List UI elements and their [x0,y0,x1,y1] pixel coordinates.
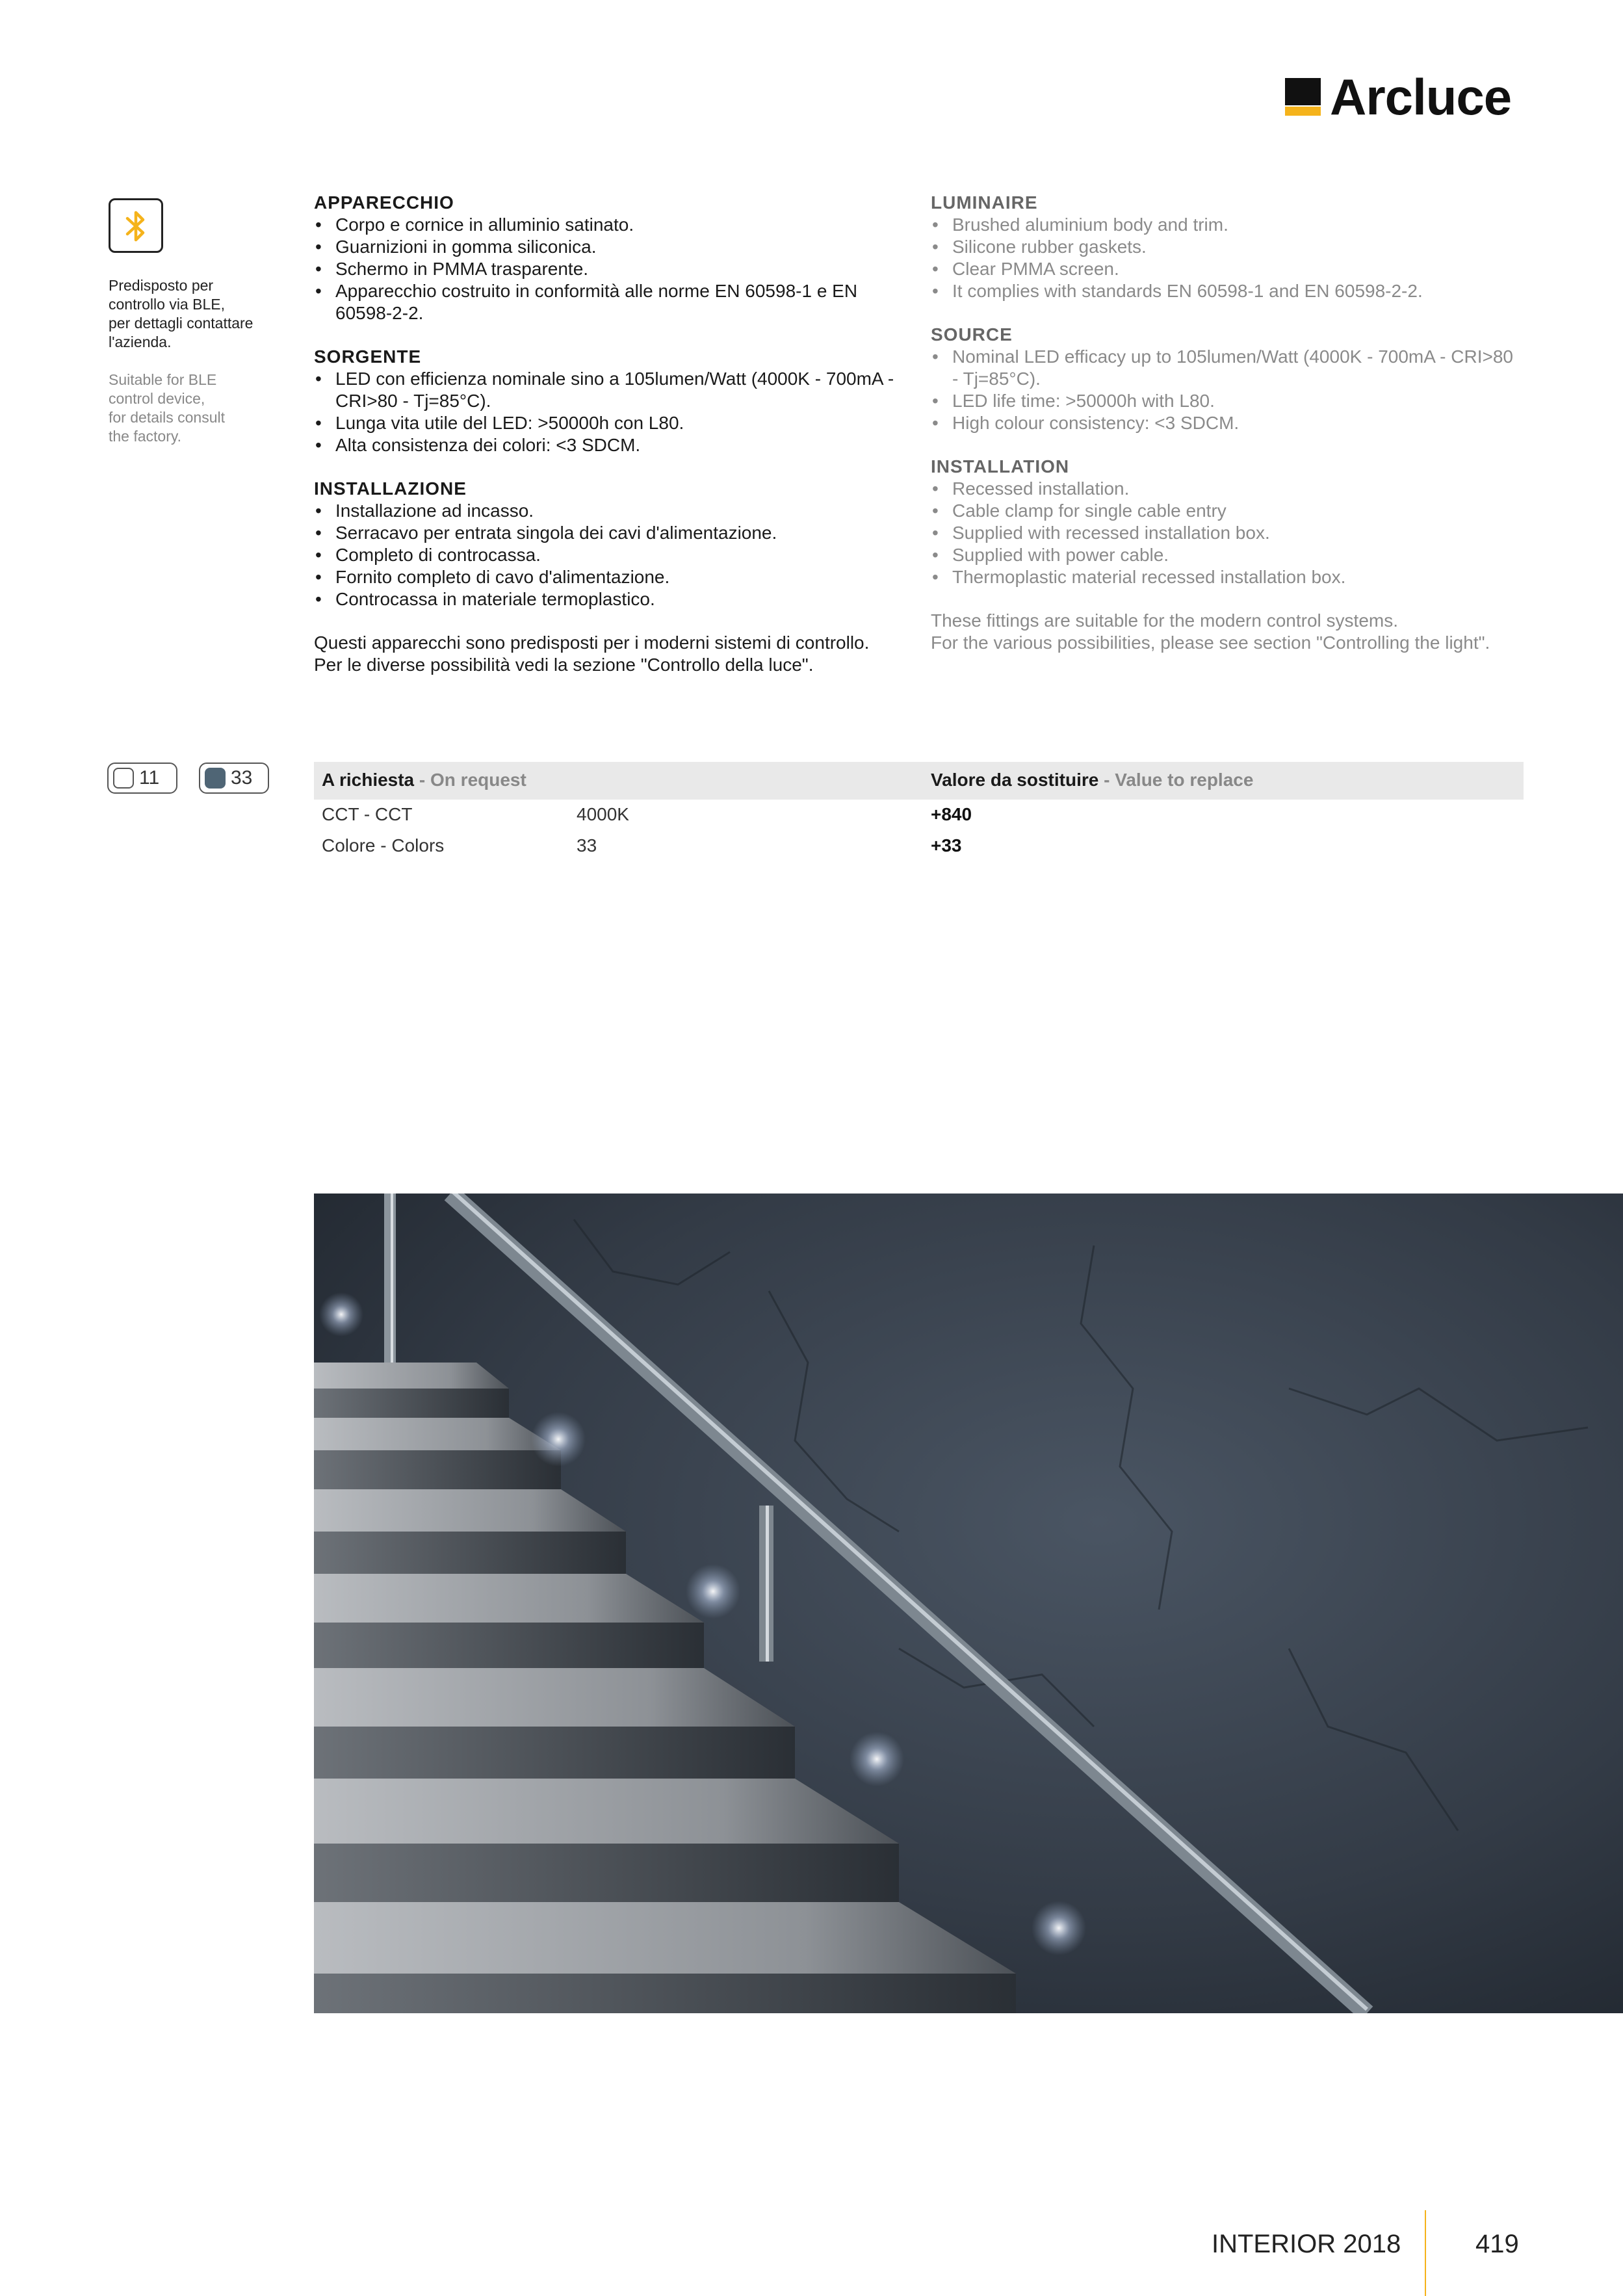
table-cell-label: Colore - Colors [322,835,445,855]
spec-list [314,214,899,324]
spec-list [314,368,899,456]
options-table-header [314,762,1524,800]
header-value-replace: Valore da sostituire - Value to replace [931,770,1254,790]
list-item: • Completo di controcassa. [314,544,899,566]
ble-note-it: Predisposto per controllo via BLE, per dettagli contattare l'azienda. [109,277,253,350]
list-item: • LED life time: >50000h with L80. [931,390,1516,412]
section-title: APPARECCHIO [314,192,454,213]
control-note: Per le diverse possibilità vedi la sezione "Controllo della luce". [314,655,814,675]
list-item: • Clear PMMA screen. [931,258,1516,280]
logo-mark-icon [1285,78,1321,116]
footer-divider [1425,2210,1426,2296]
ble-note-en: Suitable for BLE control device, for details consult the factory. [109,371,225,445]
list-item: • High colour consistency: <3 SDCM. [931,412,1516,434]
control-note: These fittings are suitable for the modern control systems. [931,610,1398,631]
section-title: LUMINAIRE [931,192,1038,213]
brand-logo [1285,70,1511,124]
header-on-request: A richiesta - On request [322,770,526,790]
list-item: • Cable clamp for single cable entry [931,500,1516,522]
page-number: 419 [1475,2230,1519,2258]
list-item: • Schermo in PMMA trasparente. [314,258,899,280]
table-cell-value: 4000K [577,804,629,824]
list-item: • Serracavo per entrata singola dei cavi d'alimentazione. [314,522,899,544]
list-item: • It complies with standards EN 60598-1 and EN 60598-2-2. [931,280,1516,302]
spec-list [931,346,1516,434]
list-item: • Recessed installation. [931,478,1516,500]
list-item: • Guarnizioni in gomma siliconica. [314,236,899,258]
list-item: • Nominal LED efficacy up to 105lumen/Watt (4000K - 700mA - CRI>80 - Tj=85°C). [931,346,1516,390]
list-item: • Supplied with power cable. [931,544,1516,566]
list-item: • Lunga vita utile del LED: >50000h con L80. [314,412,899,434]
section-title: SOURCE [931,324,1013,345]
table-cell-replace: +840 [931,804,972,824]
table-cell-replace: +33 [931,835,962,855]
list-item: • Thermoplastic material recessed installation box. [931,566,1516,588]
list-item: • Apparecchio costruito in conformità alle norme EN 60598-1 e EN 60598-2-2. [314,280,899,324]
list-item: • Fornito completo di cavo d'alimentazione. [314,566,899,588]
list-item: • Corpo e cornice in alluminio satinato. [314,214,899,236]
list-item: • Silicone rubber gaskets. [931,236,1516,258]
list-item: • Controcassa in materiale termoplastico. [314,588,899,610]
list-item: • Alta consistenza dei colori: <3 SDCM. [314,434,899,456]
white-swatch-icon [113,768,134,789]
finish-swatch-33 [199,763,269,794]
section-title: SORGENTE [314,346,422,367]
list-item: • LED con efficienza nominale sino a 105lumen/Watt (4000K - 700mA - CRI>80 - Tj=85°C). [314,368,899,412]
spec-list [314,500,899,610]
slate-swatch-icon [205,768,226,789]
list-item: • Supplied with recessed installation box. [931,522,1516,544]
specs-italian [314,192,899,676]
footer-section: INTERIOR 2018 [1212,2230,1401,2258]
bluetooth-icon [109,198,163,253]
control-note: Questi apparecchi sono predisposti per i moderni sistemi di controllo. [314,633,870,653]
list-item: • Installazione ad incasso. [314,500,899,522]
finish-code: 11 [139,767,160,789]
list-item: • Brushed aluminium body and trim. [931,214,1516,236]
spec-list [931,214,1516,302]
spec-list [931,478,1516,588]
control-note: For the various possibilities, please see section "Controlling the light". [931,633,1490,653]
staircase-photo [314,1194,1623,2013]
table-cell-value: 33 [577,835,597,855]
brand-name: Arcluce [1330,68,1512,125]
finish-code: 33 [231,767,253,789]
section-title: INSTALLAZIONE [314,478,467,499]
table-cell-label: CCT - CCT [322,804,413,824]
specs-english [931,192,1516,654]
section-title: INSTALLATION [931,456,1070,476]
finish-swatch-11 [107,763,177,794]
